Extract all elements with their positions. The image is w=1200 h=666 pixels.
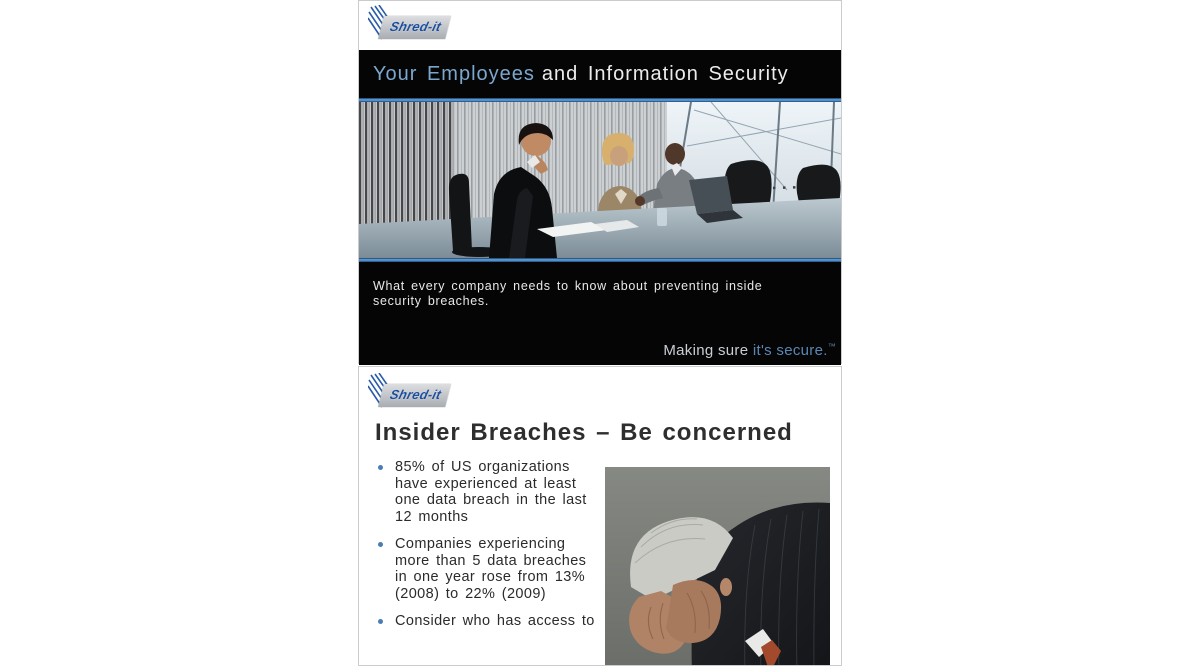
logo-plate xyxy=(378,16,450,39)
title-rest: and Information Security xyxy=(541,62,789,85)
bullet-text: Consider who has access to xyxy=(395,613,595,629)
bullet-item xyxy=(375,536,597,602)
slide-2-insider-breaches xyxy=(358,366,842,666)
bullet-list xyxy=(375,459,597,641)
bullet-dot-icon xyxy=(378,465,383,470)
logo-plate xyxy=(378,384,450,407)
slide-1-title-slide xyxy=(358,0,842,364)
meeting-photo-illustration xyxy=(359,102,841,258)
bullet-text: 85% of US organizations have experienced at least one data breach in the last 12 months xyxy=(395,459,587,525)
title-highlight: Your Employees xyxy=(373,62,535,85)
bullet-text: Companies experiencing more than 5 data breaches in one year rose from 13% (2008) to 22% (2009) xyxy=(395,536,587,602)
bullet-item xyxy=(375,613,597,630)
tagline-blue: it's secure. xyxy=(752,342,828,359)
bullet-dot-icon xyxy=(378,619,383,624)
slide-2-title: Insider Breaches – Be concerned xyxy=(375,419,793,446)
tagline-gray: Making sure xyxy=(663,342,749,359)
stressed-businessman-illustration xyxy=(605,467,830,666)
slide-deck xyxy=(358,0,842,666)
stressed-businessman-photo xyxy=(605,467,830,666)
slide-1-title-bar xyxy=(359,50,841,98)
bullet-item xyxy=(375,459,597,525)
slide-1-header xyxy=(359,1,841,50)
brand-tagline xyxy=(663,342,836,359)
slide-1-title xyxy=(373,63,789,86)
logo-wordmark: Shred-it xyxy=(388,19,443,34)
meeting-photo xyxy=(359,102,841,258)
trademark-symbol: ™ xyxy=(827,342,836,351)
slide-1-footer-panel xyxy=(359,262,841,365)
bullet-dot-icon xyxy=(378,542,383,547)
logo-wordmark: Shred-it xyxy=(388,387,443,402)
slide-1-subtitle: What every company needs to know about preventing inside security breaches. xyxy=(373,279,763,308)
